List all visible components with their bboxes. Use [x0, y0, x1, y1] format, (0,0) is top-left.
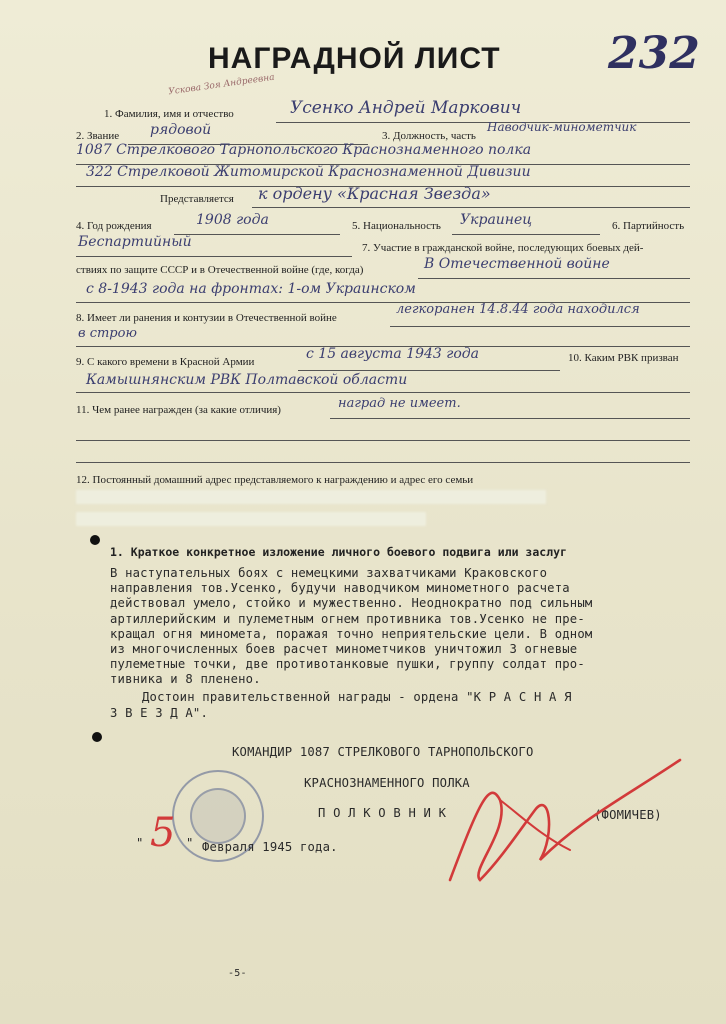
field-7-value-b: с 8-1943 года на фронтах: 1-ом Украинском [86, 281, 416, 297]
date-quote-close: " [186, 836, 194, 850]
field-2-label: 2. Звание [76, 130, 120, 142]
body-line: пулеметные точки, две противотанковые пушки, группу солдат про- [110, 657, 585, 672]
signature-name: (ФОМИЧЕВ) [594, 808, 662, 822]
field-7-value-a: В Отечественной войне [424, 256, 610, 272]
field-1-value: Усенко Андрей Маркович [290, 98, 522, 118]
field-10-rule [76, 392, 690, 393]
field-10-value: Камышнянским РВК Полтавской области [86, 372, 408, 388]
field-5-label: 5. Национальность [352, 220, 441, 232]
field-6-label: 6. Партийность [612, 220, 685, 232]
field-9-rule [298, 370, 560, 371]
record-number: 232 [608, 28, 700, 79]
field-7-label-b: ствиях по защите СССР и в Отечественной войне (где, когда) [76, 264, 364, 276]
field-8-value-b: в строю [78, 326, 137, 341]
field-11-label: 11. Чем ранее награжден (за какие отличия) [76, 404, 281, 416]
field-8-label: 8. Имеет ли ранения и контузии в Отечественной войне [76, 312, 337, 324]
field-8-value-a: легкоранен 14.8.44 года находился [396, 302, 640, 317]
field-12-label: 12. Постоянный домашний адрес представляемого к награждению и адрес его семьи [76, 474, 474, 486]
body-line: тивника и 8 пленено. [110, 672, 261, 687]
field-11-rule-2 [76, 440, 690, 441]
presented-label: Представляется [160, 193, 234, 205]
corner-note: Ускова Зоя Андреевна [167, 72, 276, 98]
field-4-rule [174, 234, 340, 235]
signature-scribble [440, 740, 700, 900]
binder-hole-1 [90, 535, 100, 545]
field-7-label-a: 7. Участие в гражданской войне, последующих боевых дей- [362, 242, 644, 254]
signature-rank: П О Л К О В Н И К [318, 806, 447, 820]
field-11-rule [330, 418, 690, 419]
field-9-label: 9. С какого времени в Красной Армии [76, 356, 255, 368]
conclusion-b: З В Е З Д А". [110, 706, 208, 720]
body-line: кращал огня миномета, поражая точно неприятельские цели. В одном [110, 626, 593, 641]
stamp-emblem [190, 788, 246, 844]
binder-hole-2 [92, 732, 102, 742]
signature-line-2: КРАСНОЗНАМЕННОГО ПОЛКА [304, 776, 470, 790]
presented-rule [252, 207, 690, 208]
field-5-value: Украинец [460, 212, 533, 228]
field-8-rule-a [390, 326, 690, 327]
date-quote-open: " [136, 836, 144, 850]
section-heading: 1. Краткое конкретное изложение личного боевого подвига или заслуг [110, 545, 567, 559]
body-line: действовал умело, стойко и мужественно. Неоднократно под сильным [110, 596, 593, 611]
date-text: Февраля 1945 года. [202, 840, 338, 854]
field-3-value: Наводчик-минометчик [487, 120, 637, 134]
field-11-rule-3 [76, 462, 690, 463]
signature-line-1: КОМАНДИР 1087 СТРЕЛКОВОГО ТАРНОПОЛЬСКОГО [232, 745, 534, 759]
body-line: В наступательных боях с немецкими захватчиками Краковского [110, 566, 548, 580]
redacted-address-2 [76, 512, 426, 526]
date-day: 5 [150, 810, 176, 856]
field-5-rule [452, 234, 600, 235]
field-6-rule [76, 256, 352, 257]
conclusion-a: Достоин правительственной награды - ордена "К Р А С Н А Я [142, 690, 572, 704]
unit-line-1: 1087 Стрелкового Тарнопольского Краснознаменного полка [76, 142, 532, 158]
unit-line-2: 322 Стрелковой Житомирской Краснознаменной Дивизии [86, 164, 531, 180]
redacted-address-1 [76, 490, 546, 504]
field-4-value: 1908 года [196, 212, 269, 228]
body-line: артиллерийским и пулеметным огнем противника тов.Усенко не пре- [110, 611, 585, 626]
field-10-label: 10. Каким РВК призван [568, 352, 679, 364]
field-11-value: наград не имеет. [338, 396, 461, 411]
field-9-value: с 15 августа 1943 года [306, 346, 479, 362]
presented-value: к ордену «Красная Звезда» [258, 184, 491, 203]
field-2-value: рядовой [150, 122, 212, 138]
body-line: направления тов.Усенко, будучи наводчиком минометного расчета [110, 581, 570, 596]
body-line: из многочисленных боев расчет минометчиков уничтожил 3 огневые [110, 642, 578, 657]
field-1-label: 1. Фамилия, имя и отчество [104, 108, 234, 120]
document-title: НАГРАДНОЙ ЛИСТ [208, 42, 501, 75]
field-3-label: 3. Должность, часть [382, 130, 476, 142]
field-4-label: 4. Год рождения [76, 220, 152, 232]
page-number: -5- [228, 968, 247, 979]
section-body [110, 566, 592, 688]
field-7-rule-a [418, 278, 690, 279]
field-6-value: Беспартийный [78, 234, 192, 250]
